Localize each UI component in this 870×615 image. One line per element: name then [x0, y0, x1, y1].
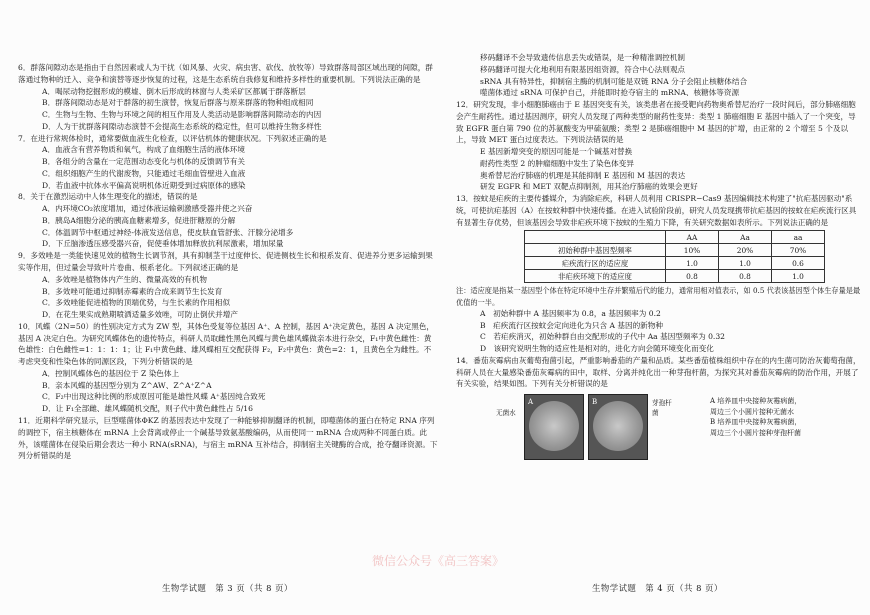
- question-7-option-c: C．组织细胞产生的代谢废物，只能通过毛细血管壁进入血液: [42, 168, 246, 178]
- question-8-option-b: B．胰岛A细胞分泌的胰高血糖素增多，促进肝糖原的分解: [42, 215, 236, 225]
- bacillus-label-line1: 芽孢杆: [652, 399, 672, 408]
- question-8-stem: 8．关于在激烈运动中人体生理变化的描述，错误的是: [18, 192, 198, 202]
- question-9-stem: 9．多效唑是一类能快速见效的植物生长调节剂，具有抑制茎干过度伸长、促进侧枝生长和根系发育、促进养分更多运输到果实等作用，但过量会导致叶片卷曲、根系老化。下列叙述正确的是: [18, 251, 433, 273]
- question-6-option-a: A．喝尿动物挖掘形成的模墟、倒木后形成的林窗与人类采矿区都属于群落断层: [42, 86, 306, 96]
- table-cell: 非疟疾环境下的适应度: [525, 270, 666, 283]
- table-cell: 1.0: [666, 257, 719, 270]
- dish-a-label: A: [528, 398, 534, 407]
- left-page-footer: 生物学试题 第 3 页（共 8 页）: [162, 583, 293, 593]
- table-cell: 0.8: [666, 270, 719, 283]
- table-cell: 0.6: [772, 257, 825, 270]
- question-13-option-a: A 初始种群中 A 基因频率为 0.8，a 基因频率为 0.2: [480, 308, 661, 318]
- question-9-option-d: D．在花生果实成熟期喷洒适量多效唑，可防止倒伏并增产: [42, 310, 238, 320]
- question-10-option-c: C．F₂中出现这种比例的形成原因可能是雄性风蝶 A⁺基因纯合致死: [42, 392, 266, 402]
- table-cell: 疟疾流行区的适应度: [525, 257, 666, 270]
- question-12-stem: 12．研究发现，非小细胞肺癌由于 E 基因突变有关，该类患者在接受靶向药物奥希替尼治疗一段时间后，部分肺癌细胞会产生耐药性。通过基因测序，研究人员发现了两种类型的耐药性变异：类型 1 肺癌细胞 E 基因中插入了一个突变，导致 EGFR 蛋白第 790 位的苏氨酸变为甲硫氨酸；类型 2 是肺癌细胞中 M 基因的扩增，由正常的 2 个增至 5 个及以上，导致 MET 蛋白过度表达。下列说法错误的是: [456, 100, 856, 145]
- dish-b-image: [593, 401, 643, 451]
- genotype-fitness-table: [524, 230, 825, 283]
- question-6-stem: 6．群落间隙动态是指由于自然因素或人为干扰（如风暴、火灾、病虫害、砍伐、放牧等）导致群落局部区域出现的间隙，群落通过物种的迁入、竞争和演替等逐步恢复的过程，这是生态系统自我修复和维持多样性的重要机制。下列说法正确的是: [18, 63, 433, 84]
- question-13-option-c: C 若疟疾消灭，初始种群自由交配形成的子代中 Aa 基因型频率为 0.32: [480, 332, 725, 342]
- legend-a-line2: 周边三个小圆片接种无菌水: [710, 407, 794, 416]
- sterile-water-label: 无菌水: [496, 409, 516, 418]
- right-page: [456, 52, 861, 464]
- question-9-option-b: B．多效唑可能通过抑制赤霉素的合成来调节生长发育: [42, 286, 223, 296]
- table-header-cell: [525, 231, 666, 244]
- question-6-option-d: D．人为干扰群落间隙动态演替不会提高生态系统的稳定性，但可以维持生物多样性: [42, 121, 322, 131]
- question-8-option-a: A．内环境CO₂浓度增加，通过体液运输刺激感受器并使之兴奋: [42, 204, 253, 214]
- table-cell: 70%: [772, 244, 825, 257]
- watermark: 微信公众号《高三答案》: [372, 554, 505, 568]
- petri-dish-a: [524, 394, 584, 460]
- question-7-option-a: A．血液含有营养物质和氧气，构成了血细胞生活的液体环境: [42, 145, 245, 155]
- question-13-option-b: B 疟疾流行区按蚊会定向进化为只含 A 基因的新物种: [480, 320, 663, 330]
- question-9-option-a: A．多效唑是植物体内产生的、微量高效的有机物: [42, 274, 207, 284]
- table-cell: 20%: [719, 244, 772, 257]
- question-12-option-a: E 基因新增突变的原因可能是一个碱基对替换: [480, 147, 633, 157]
- question-7-option-d: D．若血液中抗体水平偏高说明机体近期受到过病原体的感染: [42, 180, 246, 190]
- question-13-stem: 13．按蚊是疟疾的主要传播媒介，为消除疟疾，科研人员利用 CRISPR−Cas9 基因编辑技术构建了"抗疟基因驱动"系统，可使抗疟基因（A）在按蚊种群中快速传播。在进入试验阶段前，研究人员发现携带抗疟基因的按蚊在疟疾流行区具有显著生存优势，但该基因会导致非疟疾环境下按蚊的生殖力下降，有关研究数据如表所示。下列说法正确的是: [456, 194, 857, 227]
- table-note: 注：适应度是指某一基因型个体在特定环境中生存并繁殖后代的能力，通常用相对值表示，如 0.5 代表该基因型个体生存量是最优值的一半。: [456, 286, 861, 307]
- table-cell: 0.8: [719, 270, 772, 283]
- question-11-option-c: sRNA 具有特异性，抑制宿主酶的机制可能是双链 RNA 分子会阻止核糖体结合: [480, 76, 748, 86]
- table-cell: 1.0: [719, 257, 772, 270]
- table-header-cell: aa: [772, 231, 825, 244]
- question-9-option-c: C．多效唑能促进植物的顶端优势，与生长素的作用相似: [42, 298, 231, 308]
- question-7-stem: 7．在进行常规体检时，通常要做血液生化检查，以评估机体的健康状况。下列叙述正确的是: [18, 133, 327, 143]
- question-11-option-b: 移码翻译可提大化地利用有限基因组资源，符合中心法则观点: [480, 64, 686, 74]
- table-row: [525, 270, 825, 283]
- question-12-option-d: 研发 EGFR 和 MET 双靶点抑制剂，用其治疗肺癌的效果会更好: [480, 182, 698, 192]
- question-12-option-c: 奥希替尼治疗肺癌的机理是其能抑制 E 基因和 M 基因的表达: [480, 170, 686, 180]
- table-header-cell: Aa: [719, 231, 772, 244]
- figure-legend: [710, 396, 801, 438]
- dish-a-image: [529, 401, 579, 451]
- question-14-stem: 14．番茄灰霉病由灰葡萄孢菌引起，严重影响番茄的产量和品质。某些番茄植株组织中存在的内生菌可防治灰葡萄孢菌，科研人员在大量感染番茄灰霉病的田中，取样、分离并纯化出一种芽孢杆菌，为探究其对番茄灰霉病的防治作用，开展了有关实验，结果如图。下列有关分析错误的是: [456, 355, 861, 389]
- question-8-option-d: D．下丘脑渗透压感受器兴奋，促使垂体增加释放抗利尿激素，增加尿量: [42, 239, 284, 249]
- table-cell: 1.0: [772, 270, 825, 283]
- table-header-row: [525, 231, 825, 244]
- dish-b-label: B: [592, 398, 598, 407]
- question-11-option-d: 噬菌体通过 sRNA 可保护自己，并能即时抢夺宿主的 mRNA、核糖体等资源: [480, 88, 740, 98]
- table-row: [525, 244, 825, 257]
- table-cell: 初始种群中基因型频率: [525, 244, 666, 257]
- question-10-option-a: A．控制风蝶体色的基因位于 Z 染色体上: [42, 368, 180, 378]
- question-10-option-d: D．让 F₁全部雌、雄风蝶随机交配，则子代中黄色雌性占 5/16: [42, 404, 253, 414]
- left-page: [18, 62, 438, 462]
- legend-b-line1: B 培养皿中央接种灰霉病菌，: [710, 418, 802, 427]
- question-12-option-b: 耐药性类型 2 的肿瘤细胞中发生了染色体变异: [480, 158, 634, 168]
- question-6-option-b: B．群落间隙动态是对于群落的初生演替，恢复后群落与原来群落的物种组成相同: [42, 98, 314, 108]
- question-8-option-c: C．体温调节中枢通过神经-体液发送信息，使皮肤血管舒张、汗腺分泌增多: [42, 227, 294, 237]
- question-10-option-b: B．亲本风蝶的基因型分别为 Z^AW、Z^A⁺Z^A: [42, 380, 212, 390]
- legend-a-line1: A 培养皿中央接种灰霉病菌，: [710, 397, 802, 406]
- right-page-footer: 生物学试题 第 4 页（共 8 页）: [592, 583, 723, 593]
- table-header-cell: AA: [666, 231, 719, 244]
- question-6-option-c: C．生物与生物、生物与环境之间的相互作用及人类活动是影响群落间隙动态的内因: [42, 110, 322, 120]
- question-13-option-d: D 该研究说明生物的适应性是相对的，进化方向会随环境变化而变化: [480, 344, 714, 354]
- petri-dish-b: [588, 394, 648, 460]
- question-11-option-a: 移码翻译不会导致遗传信息丢失或错误，是一种精准调控机制: [480, 53, 686, 62]
- question-11-stem: 11．近期科学研究显示，巨型噬菌体ΦKZ 的基因表达中发现了一种能够抑制翻译的机制，即噬菌体的蛋白在特定 RNA 序列的调控下，宿主核糖体在 mRNA 上会背离或停止一个碱基导致氨基酸编码，从而使同一 mRNA 合成两种不同蛋白质。此外，该噬菌体在侵染后期会表达一种小 RNA(sRNA)，与宿主 mRNA 互补结合，抑制宿主关键酶的合成，抢夺翻译资源。下列分析错误的是: [18, 415, 438, 461]
- bacillus-label-line2: 菌: [652, 409, 659, 418]
- table-cell: 10%: [666, 244, 719, 257]
- table-row: [525, 257, 825, 270]
- petri-dish-figure: [456, 394, 861, 464]
- question-10-stem: 10．风蝶（2N=50）的性别决定方式为 ZW 型，其体色受复等位基因 A⁺、A 控制，基因 A⁺决定黄色，基因 A 决定黑色，基因 A 决定白色。为研究风蝶体色的遗传特点，科研人员取雌性黑色风蝶与黄色雄风蝶做亲本进行杂交，F₁中黄色雌性：黄色雄性：白色雌性=1：1：1：1；让 F₁中黄色雌、雄风蝶相互交配获得 F₂，F₂中黄色：黄色=2：1，且黄色全为雌性。不考虑突变和性染色体的同源区段，下列分析错误的是: [18, 321, 435, 367]
- question-7-option-b: B．各组分的含量在一定范围动态变化与机体的反馈调节有关: [42, 157, 246, 167]
- legend-b-line2: 周边三个小圆片接种芽孢杆菌: [710, 428, 801, 437]
